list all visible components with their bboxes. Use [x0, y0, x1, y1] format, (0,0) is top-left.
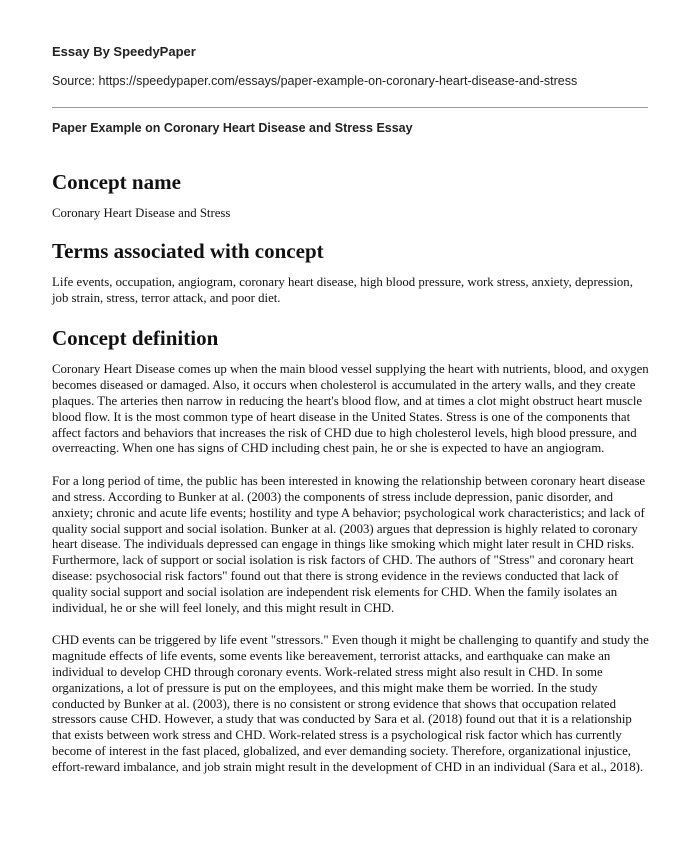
- terms-heading: Terms associated with concept: [52, 238, 324, 263]
- definition-heading: Concept definition: [52, 326, 219, 351]
- brand-label: Essay By SpeedyPaper: [52, 44, 196, 59]
- definition-paragraph: For a long period of time, the public has been interested in knowing the relationship between coronary heart disease and stress. According to Bunker at al. (2003) the components of stress include depression, panic disorder, and anxiety; chronic and acute life events; hostility and type A behavior; psychological work characteristics; and lack of quality social support and social isolation. Bunker at al. (2003) argues that depression is highly related to coronary heart disease. The individuals depressed can engage in things like smoking which might later result in CHD risks. Furthermore, lack of support or social isolation is risk factors of CHD. The authors of "Stress" and coronary heart disease: psychosocial risk factors" found out that there is strong evidence in the reviews conducted that lack of quality social support and social isolation are independent risk elements for CHD. When the family isolates an individual, he or she will feel lonely, and this might result in CHD.: [52, 474, 646, 615]
- concept-name-text: Coronary Heart Disease and Stress: [52, 206, 231, 220]
- definition-paragraph: Coronary Heart Disease comes up when the main blood vessel supplying the heart with nutrients, blood, and oxygen becomes diseased or damaged. Also, it occurs when cholesterol is accumulated in the artery walls, and they create plaques. The arteries then narrow in reducing the heart's blood flow, and at times a clot might obstruct heart muscle blood flow. It is the most common type of heart disease in the United States. Stress is one of the components that affect factors and behaviors that increases the risk of CHD due to high cholesterol levels, high blood pressure, and overreacting. When one has signs of CHD including chest pain, he or she is expected to have an angiogram.: [52, 362, 649, 456]
- definition-paragraph: CHD events can be triggered by life event "stressors." Even though it might be challenging to quantify and study the magnitude effects of life events, some events like bereavement, terrorist attacks, and earthquake can make an individual to develop CHD through coronary events. Work-related stress might also result in CHD. In some organizations, a lot of pressure is put on the employees, and this might make them be worried. In the study conducted by Bunker at al. (2003), there is no consistent or strong evidence that shows that occupation related stressors cause CHD. However, a study that was conducted by Sara et al. (2018) found out that it is a relationship that exists between work stress and CHD. Work-related stress is a psychological risk factor which has currently become of interest in the fast placed, globalized, and ever demanding society. Therefore, organizational injustice, effort-reward imbalance, and job strain might result in the development of CHD in an individual (Sara et al., 2018).: [52, 633, 649, 774]
- concept-name-heading: Concept name: [52, 170, 181, 194]
- header-divider: [52, 107, 648, 108]
- source-line: Source: https://speedypaper.com/essays/paper-example-on-coronary-heart-disease-and-stress: [52, 74, 578, 88]
- terms-text: Life events, occupation, angiogram, coronary heart disease, high blood pressure, work stress, anxiety, depression, job strain, stress, terror attack, and poor diet.: [52, 274, 633, 305]
- document-body: [52, 170, 652, 793]
- document-title: Paper Example on Coronary Heart Disease and Stress Essay: [52, 121, 413, 135]
